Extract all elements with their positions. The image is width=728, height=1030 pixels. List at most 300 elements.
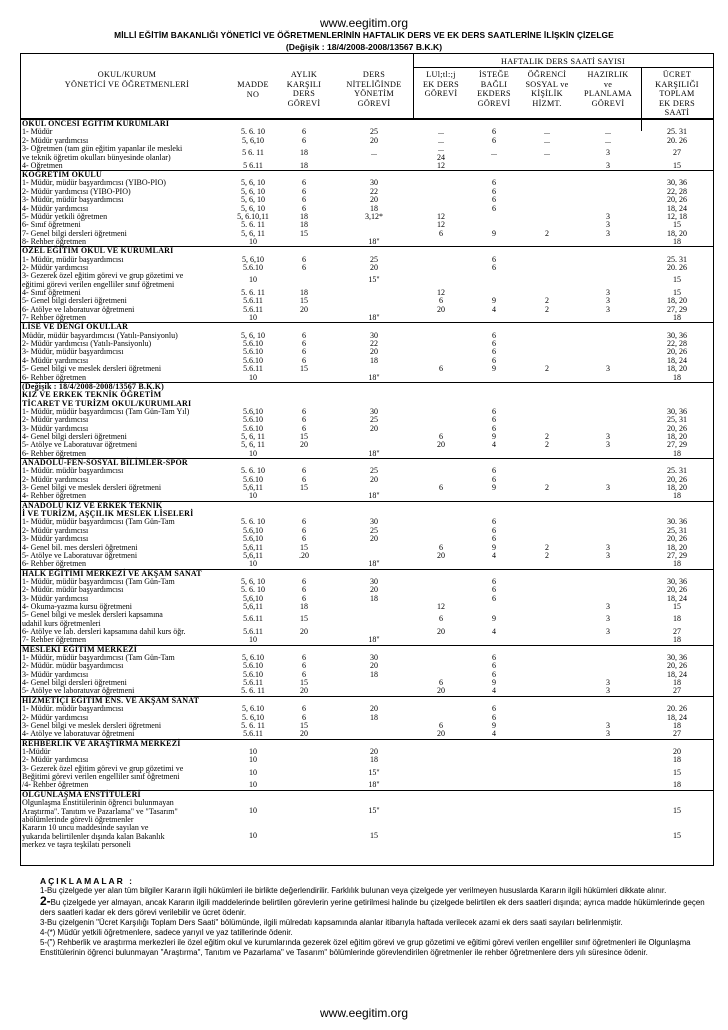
- cell-ucret: 30, 36: [667, 406, 687, 416]
- cell-aylik: 6: [302, 254, 306, 264]
- cell-ucret: 15: [673, 160, 681, 170]
- row-label: 2- Müdür yardımcısı: [22, 713, 89, 722]
- cell-aylik: 15: [300, 614, 308, 624]
- cell-ucret: 18: [673, 780, 681, 790]
- row-label: 7- Genel bilgi dersleri öğretmeni: [22, 229, 127, 238]
- cell-madde: 5, 6,10: [242, 254, 264, 264]
- cell-ucret: 15: [673, 220, 681, 230]
- table-row: [21, 756, 713, 764]
- cell-aylik: 18: [300, 160, 308, 170]
- cell-ucret: 15: [673, 275, 681, 285]
- table-row: [21, 332, 713, 340]
- cell-istege: 6: [492, 347, 496, 357]
- cell-madde: 5,6,11: [243, 483, 263, 493]
- cell-ders-nitelik: 18": [368, 491, 380, 501]
- site-url-bottom: www.eegitim.org: [319, 1006, 409, 1020]
- cell-madde: 5 6. 11: [242, 148, 264, 158]
- row-label: 2- Müdür yardımcısı: [22, 475, 89, 484]
- cell-ders-nitelik: ...: [371, 148, 377, 158]
- table-row: [21, 162, 713, 170]
- cell-ucret: 15: [673, 831, 681, 841]
- row-label: 4- Müdür yardımcısı: [22, 204, 89, 213]
- cell-madde: 5.6.10: [243, 423, 263, 433]
- table-row: [21, 467, 713, 475]
- row-label: 7- Rehber öğretmen: [22, 314, 86, 323]
- notes-heading: AÇIKLAMALAR :: [40, 876, 134, 886]
- cell-ucret: 18: [673, 678, 681, 688]
- row-label: 4- Öğretmen: [22, 161, 63, 170]
- cell-aylik: 6: [302, 330, 306, 340]
- cell-ucret: 27: [673, 686, 681, 696]
- section-title: HİZMETİÇİ EĞİTİM ENS. VE AKŞAM SANAT: [22, 695, 200, 705]
- cell-ogrenci: 2: [545, 542, 549, 552]
- cell-istege: 6: [492, 178, 496, 188]
- cell-ucret: 18, 20: [667, 483, 687, 493]
- table-row: [21, 518, 713, 526]
- cell-aylik: 6: [302, 653, 306, 663]
- cell-madde: 5. 6. 10: [241, 585, 265, 595]
- cell-aylik: 20: [300, 440, 308, 450]
- cell-istege: 6: [492, 593, 496, 603]
- cell-ders-nitelik: 30: [370, 406, 378, 416]
- cell-ek-ders: 12: [437, 220, 445, 230]
- cell-hazirlik: 3: [606, 550, 610, 560]
- row-label: 1- Müdür, müdür başyardımcısı (Tam Gün-Tam Yıl): [22, 407, 190, 416]
- cell-ucret: 18, 20: [667, 431, 687, 441]
- cell-ucret: 25. 31: [667, 254, 687, 264]
- cell-aylik: 18: [300, 148, 308, 158]
- row-label: 1- Müdür. müdür başyardımcısı: [22, 705, 124, 714]
- cell-ucret: 20, 26: [667, 534, 687, 544]
- cell-istege: 6: [492, 355, 496, 365]
- cell-madde: 5, 6, 10: [241, 195, 265, 205]
- cell-istege: 9: [492, 678, 496, 688]
- row-label: 3- Müdür, müdür başyardımcısı: [22, 196, 124, 205]
- header-ders-nitelik: DERS NİTELİĞİNDE YÖNETİM GÖREVİ: [346, 70, 402, 108]
- cell-ek-ders: 20: [437, 729, 445, 739]
- cell-ek-ders: 20: [437, 440, 445, 450]
- cell-ucret: 18: [673, 372, 681, 382]
- table-row: [21, 705, 713, 713]
- cell-madde: 5. 6. 11: [241, 220, 265, 230]
- cell-madde: 5. 6. 10: [241, 517, 265, 527]
- note-text: Bu çizelgede yer alan tüm bilgiler Kararın ilgili hükümleri ile birlikte değerlendirilir. Farklılık bulunan veya çizelgede yer verilmeyen hususlarda Kararın ilgili hükümleri dikkate alınır.: [47, 886, 667, 895]
- cell-ders-nitelik: 18": [368, 313, 380, 323]
- cell-istege: 4: [492, 550, 496, 560]
- cell-hazirlik: 3: [606, 296, 610, 306]
- row-label: 6- Atölye ve lab. dersleri kapsamına dahil kurs öğr.: [22, 628, 186, 636]
- cell-aylik: 6: [302, 712, 306, 722]
- cell-madde: 5.6,10: [243, 525, 263, 535]
- cell-ek-ders: 20: [437, 550, 445, 560]
- cell-aylik: 6: [302, 195, 306, 205]
- cell-ucret: 20. 26: [667, 704, 687, 714]
- cell-madde: 5.6.11: [243, 296, 263, 306]
- cell-ucret: 27, 29: [667, 440, 687, 450]
- table-row: [21, 730, 713, 738]
- cell-hazirlik: 3: [606, 220, 610, 230]
- cell-aylik: 6: [302, 406, 306, 416]
- cell-istege: 9: [492, 542, 496, 552]
- table-row: [21, 416, 713, 424]
- cell-madde: 5, 6, 10: [241, 330, 265, 340]
- table-row: [21, 179, 713, 187]
- cell-ders-nitelik: 18": [368, 372, 380, 382]
- cell-madde: 5. 6,10: [242, 712, 264, 722]
- cell-istege: 4: [492, 729, 496, 739]
- cell-ucret: 12, 18: [667, 211, 687, 221]
- cell-istege: 6: [492, 661, 496, 671]
- row-label: 4- Müdür yardımcısı: [22, 356, 89, 365]
- cell-madde: 10: [249, 313, 257, 323]
- table-row: [21, 230, 713, 238]
- cell-ogrenci: ...: [544, 135, 550, 145]
- table-row: [21, 765, 713, 782]
- cell-istege: 6: [492, 517, 496, 527]
- cell-ucret: 18: [673, 755, 681, 765]
- row-label: 3- Gezerek özel eğitim görevi ve grup gözetimi ve eğitimi görevi verilen engelliler sınıf öğretmeni: [22, 272, 184, 289]
- cell-ders-nitelik: 18: [370, 593, 378, 603]
- cell-istege: 6: [492, 415, 496, 425]
- row-label: 1-Müdür: [22, 747, 51, 756]
- cell-aylik: 15: [300, 542, 308, 552]
- table-row: [21, 636, 713, 644]
- cell-ucret: 20, 26: [667, 195, 687, 205]
- row-label: 6- Sınıf öğretmeni: [22, 221, 81, 230]
- cell-madde: 10: [249, 448, 257, 458]
- cell-istege: 6: [492, 704, 496, 714]
- cell-ders-nitelik: 25: [370, 466, 378, 476]
- cell-aylik: 6: [302, 178, 306, 188]
- header-kurum: OKUL/KURUM YÖNETİCİ VE ÖĞRETMENLERİ: [64, 70, 190, 89]
- cell-ogrenci: ...: [544, 127, 550, 137]
- cell-hazirlik: ...: [605, 127, 611, 137]
- cell-aylik: 6: [302, 203, 306, 213]
- row-label: Müdür, müdür başyardımcısı (Yatılı-Pansiyonlu): [22, 331, 178, 340]
- cell-ek-ders: 6: [439, 228, 443, 238]
- table-row: [21, 365, 713, 373]
- cell-ogrenci: 2: [545, 431, 549, 441]
- header-madde: MADDE NO: [237, 80, 269, 99]
- cell-ucret: 15: [673, 806, 681, 816]
- cell-ucret: 18: [673, 635, 681, 645]
- cell-aylik: .20: [299, 550, 309, 560]
- section-title: OKUL ÖNCESİ EĞİTİM KURUMLARI: [22, 119, 170, 128]
- cell-istege: 6: [492, 585, 496, 595]
- row-label: 4- Atölye ve laboratuvar öğretmeni: [22, 730, 135, 739]
- cell-madde: 10: [249, 275, 257, 285]
- header-hazirlik: HAZIRLIK ve PLANLAMA GÖREVİ: [584, 70, 632, 108]
- note-text: Bu çizelgede yer almayan, ancak Kararın ilgili maddelerinde belirtilen görevlerin yerine getirilmesi halinde bu çizelgede belirtilen ek ders saatleri dışında; ayrıca madde hükümlerinde geçen ders saatleri kadar ek ders görevi verilebilir ve ücret ödenir.: [40, 898, 705, 917]
- table-row: [21, 578, 713, 586]
- cell-madde: 5.6.11: [243, 627, 263, 636]
- cell-aylik: 15: [300, 228, 308, 238]
- note-item: [40, 938, 710, 958]
- row-label: 6- Atölye ve laboratuvar öğretmeni: [22, 305, 135, 314]
- cell-ucret: 27, 29: [667, 550, 687, 560]
- cell-ucret: 15: [673, 288, 681, 297]
- cell-istege: 6: [492, 406, 496, 416]
- cell-madde: 10: [249, 746, 257, 756]
- cell-ogrenci: 2: [545, 483, 549, 493]
- note-item: [40, 918, 710, 928]
- cell-aylik: 6: [302, 339, 306, 349]
- cell-hazirlik: 3: [606, 601, 610, 611]
- cell-ders-nitelik: 20: [370, 704, 378, 714]
- cell-madde: 5.6.10: [243, 669, 263, 679]
- cell-madde: 5.6,10: [243, 406, 263, 416]
- cell-ek-ders: 12: [437, 601, 445, 611]
- cell-aylik: 6: [302, 355, 306, 365]
- cell-madde: 5.6.10: [243, 355, 263, 365]
- cell-ogrenci: 2: [545, 550, 549, 560]
- cell-istege: 9: [492, 720, 496, 730]
- row-label: 2- Müdür yardımcısı (Yatılı-Pansiyonlu): [22, 340, 152, 349]
- cell-ek-ders: 6: [439, 678, 443, 688]
- document-subtitle: (Değişik : 18/4/2008-2008/13567 B.K.K): [285, 42, 443, 52]
- row-label: 1- Müdür. müdür başyardımcısı: [22, 467, 124, 476]
- section-title: OLGUNLAŞMA ENSTİTÜLERİ: [22, 789, 141, 799]
- cell-madde: 5.6.11: [243, 364, 263, 374]
- cell-ek-ders: 6: [439, 542, 443, 552]
- cell-ders-nitelik: 22: [370, 186, 378, 196]
- row-label: 3- Gezerek özel eğitim görevi ve grup gözetimi ve Beğitimi görevi verilen engelliler sınıf öğretmeni: [22, 764, 184, 782]
- cell-hazirlik: 3: [606, 228, 610, 238]
- cell-madde: 5, 6, 11: [241, 431, 265, 441]
- cell-madde: 5,6,11: [243, 601, 263, 611]
- row-label: 2- Müdür yardımcısı: [22, 756, 89, 765]
- cell-ders-nitelik: 20: [370, 347, 378, 357]
- cell-istege: 6: [492, 339, 496, 349]
- section-title: LİSE VE DENGİ OKULLAR: [22, 322, 129, 332]
- cell-istege: 6: [492, 576, 496, 586]
- table-row: [21, 145, 713, 162]
- cell-istege: 4: [492, 686, 496, 696]
- cell-madde: 10: [249, 491, 257, 501]
- row-label: 4- Sınıf öğretmeni: [22, 289, 81, 297]
- cell-ucret: 30, 36: [667, 330, 687, 340]
- cell-aylik: 6: [302, 186, 306, 196]
- cell-aylik: 6: [302, 466, 306, 476]
- row-label: 2- Müdür yardımcısı: [22, 526, 89, 535]
- table-row: [21, 654, 713, 662]
- cell-madde: 5. 6. 11: [241, 720, 265, 730]
- table-row: [21, 586, 713, 594]
- cell-ders-nitelik: 30: [370, 653, 378, 663]
- cell-ek-ders: 20: [437, 627, 445, 636]
- cell-ek-ders: 12: [437, 211, 445, 221]
- cell-ogrenci: 2: [545, 364, 549, 374]
- cell-istege: 6: [492, 534, 496, 544]
- row-label: 6- Rehber öğretmen: [22, 560, 86, 569]
- cell-istege: 9: [492, 483, 496, 493]
- section-title: ÖZEL EĞİTİM OKUL VE KURUMLARI: [22, 246, 174, 256]
- cell-madde: 5.6.10: [243, 415, 263, 425]
- cell-madde: 5, 6.10: [242, 653, 264, 663]
- cell-hazirlik: 3: [606, 431, 610, 441]
- table-row: [21, 306, 713, 314]
- cell-ucret: 18: [673, 313, 681, 323]
- cell-ders-nitelik: 20: [370, 534, 378, 544]
- cell-madde: 5, 6, 10: [241, 186, 265, 196]
- note-item: [40, 886, 710, 896]
- cell-madde: 10: [249, 755, 257, 765]
- cell-ogrenci: 2: [545, 228, 549, 238]
- cell-ek-ders: ...: [438, 135, 444, 145]
- cell-hazirlik: 3: [606, 678, 610, 688]
- cell-hazirlik: 3: [606, 148, 610, 158]
- row-label: 2- Müdür yardımcısı: [22, 416, 89, 425]
- cell-ucret: 18, 20: [667, 296, 687, 306]
- cell-ucret: 20, 26: [667, 474, 687, 484]
- cell-madde: 10: [249, 635, 257, 645]
- table-row: [21, 687, 713, 695]
- site-url-top: www.eegitim.org: [319, 16, 409, 30]
- cell-aylik: 15: [300, 296, 308, 306]
- cell-ucret: 18, 20: [667, 364, 687, 374]
- cell-madde: 10: [249, 372, 257, 382]
- note-number: 3-: [40, 918, 48, 927]
- cell-ogrenci: 2: [545, 304, 549, 314]
- cell-ucret: 15: [673, 767, 681, 777]
- cell-madde: 5. 6. 11: [241, 686, 265, 696]
- table-row: [21, 484, 713, 492]
- row-label: 4- Genel bil. mes dersleri öğretmeni: [22, 543, 138, 552]
- row-label: 4- Okuma-yazma kursu öğretmeni: [22, 602, 132, 611]
- cell-madde: 5, 6.10: [242, 704, 264, 714]
- cell-ders-nitelik: 18": [368, 236, 380, 246]
- cell-istege: 6: [492, 262, 496, 272]
- row-label: 4- Genel bilgi dersleri öğretmeni: [22, 432, 127, 441]
- cell-hazirlik: 3: [606, 686, 610, 696]
- cell-istege: 6: [492, 474, 496, 484]
- cell-istege: 6: [492, 203, 496, 213]
- cell-ucret: 27: [673, 729, 681, 739]
- cell-madde: 10: [249, 559, 257, 569]
- cell-ucret: 18: [673, 559, 681, 569]
- cell-ek-ders: 6: [439, 296, 443, 306]
- cell-istege: 6: [492, 127, 496, 137]
- cell-ucret: 18: [673, 491, 681, 501]
- row-label: 5- Atölye ve Laboratuvar öğretmeni: [22, 551, 138, 560]
- cell-ek-ders: 6: [439, 431, 443, 441]
- cell-hazirlik: 3: [606, 160, 610, 170]
- table-row: [21, 450, 713, 458]
- cell-ders-nitelik: 20: [370, 262, 378, 272]
- cell-istege: 6: [492, 669, 496, 679]
- cell-istege: 9: [492, 296, 496, 306]
- cell-ders-nitelik: 30: [370, 576, 378, 586]
- cell-aylik: 6: [302, 704, 306, 714]
- row-label: 1- Müdür, müdür başyardımcısı (YİBO-PİO): [22, 179, 166, 188]
- table-row: [21, 552, 713, 560]
- cell-ucret: 30. 36: [667, 517, 687, 527]
- cell-aylik: 20: [300, 627, 308, 636]
- cell-aylik: 15: [300, 483, 308, 493]
- cell-istege: 6: [492, 653, 496, 663]
- section-title: ANADOLU KIZ VE ERKEK TEKNİK İ VE TURİZM, AŞÇILIK MESLEK LİSELERİ: [22, 500, 194, 519]
- cell-madde: 5. 6. 10: [241, 127, 265, 137]
- cell-istege: 9: [492, 431, 496, 441]
- row-label: 7- Rehber öğretmen: [22, 636, 86, 645]
- cell-ogrenci: 2: [545, 296, 549, 306]
- cell-madde: 5,6,11: [243, 550, 263, 560]
- cell-hazirlik: 3: [606, 729, 610, 739]
- cell-madde: 5, 6, 11: [241, 440, 265, 450]
- cell-ucret: 18: [673, 236, 681, 246]
- cell-aylik: 18: [300, 288, 308, 297]
- table-row: [21, 824, 713, 849]
- header-weekly-hours: HAFTALIK DERS SAATİ SAYISI: [501, 57, 625, 66]
- cell-madde: 5.6.10: [243, 347, 263, 357]
- cell-ucret: 18: [673, 448, 681, 458]
- cell-istege: 9: [492, 614, 496, 624]
- row-label: 1- Müdür, müdür başyardımcısı (Tam Gün-Tam: [22, 577, 175, 586]
- cell-madde: 5, 6, 10: [241, 576, 265, 586]
- cell-aylik: 6: [302, 127, 306, 137]
- cell-ucret: 20: [673, 746, 681, 756]
- cell-ders-nitelik: 18: [370, 712, 378, 722]
- cell-istege: ...: [491, 148, 497, 158]
- section-title: MESLEKİ EĞİTİM MERKEZİ: [22, 644, 138, 654]
- cell-madde: 10: [249, 767, 257, 777]
- cell-aylik: 6: [302, 135, 306, 145]
- cell-aylik: 6: [302, 423, 306, 433]
- cell-ucret: 18, 24: [667, 669, 687, 679]
- note-text: (") Rehberlik ve araştırma merkezleri ile özel eğitim okul ve kurumlarında gezerek özel eğitim görevi ve grup gözetimi ve eğitimi görevi verilen engelliler sınıf öğretmenleri ile Olgunlaşma Enstitülerinin öğrenci bulunmayan "Araştırma", Tanıtım ve Pazarlama" ve Tasarım" bölümlerinde görevlendirilen öğretmenler ile rehber öğretmenlere ders yılı süresince ödenir.: [40, 938, 691, 957]
- cell-aylik: 6: [302, 474, 306, 484]
- cell-ek-ders: 20: [437, 304, 445, 314]
- cell-ucret: 25. 31: [667, 127, 687, 137]
- cell-hazirlik: 3: [606, 614, 610, 624]
- cell-ders-nitelik: 25: [370, 254, 378, 264]
- cell-madde: 5.6.11: [243, 729, 263, 739]
- cell-ders-nitelik: 20: [370, 474, 378, 484]
- cell-madde: 5.6.10: [243, 339, 263, 349]
- cell-ucret: 20, 26: [667, 661, 687, 671]
- header-ek-ders: LUl;tl:;j EK DERS GÖREVİ: [423, 70, 459, 99]
- cell-aylik: 6: [302, 593, 306, 603]
- table-row: [21, 264, 713, 272]
- header-ucret: ÜCRET KARŞILIĞI TOPLAM EK DERS SAATİ: [655, 70, 699, 118]
- row-label: 5- Genel bilgi ve meslek dersleri öğretmeni: [22, 365, 162, 374]
- row-label: /4- Rehber öğretmen: [22, 781, 89, 790]
- notes-section: [40, 876, 710, 958]
- row-label: 8- Rehber öğretmen: [22, 237, 86, 246]
- header-ogrenci-sosyal: ÖĞRENCİ SOSYAL ve KİŞİLİK HİZMT.: [525, 70, 569, 108]
- table-row: [21, 628, 713, 636]
- note-number: 4-: [40, 928, 48, 937]
- cell-istege: 4: [492, 627, 496, 636]
- cell-ders-nitelik: 25: [370, 127, 378, 137]
- cell-istege: 4: [492, 440, 496, 450]
- table-row: [21, 272, 713, 289]
- row-label: 5- Müdür yetkili öğretmen: [22, 212, 108, 221]
- cell-madde: 5.6.10: [243, 661, 263, 671]
- cell-hazirlik: 3: [606, 720, 610, 730]
- cell-ders-nitelik: 18": [368, 635, 380, 645]
- cell-ucret: 18, 24: [667, 203, 687, 213]
- cell-istege: 6: [492, 466, 496, 476]
- cell-ders-nitelik: 15": [368, 275, 380, 285]
- row-label: 3- Müdür yardımcısı: [22, 424, 89, 433]
- cell-ders-nitelik: 20: [370, 195, 378, 205]
- cell-ek-ders: 20: [437, 686, 445, 696]
- cell-ucret: 20, 26: [667, 585, 687, 595]
- row-label: 4- Rehber öğretmen: [22, 492, 86, 501]
- cell-ders-nitelik: 18: [370, 669, 378, 679]
- cell-madde: 10: [249, 236, 257, 246]
